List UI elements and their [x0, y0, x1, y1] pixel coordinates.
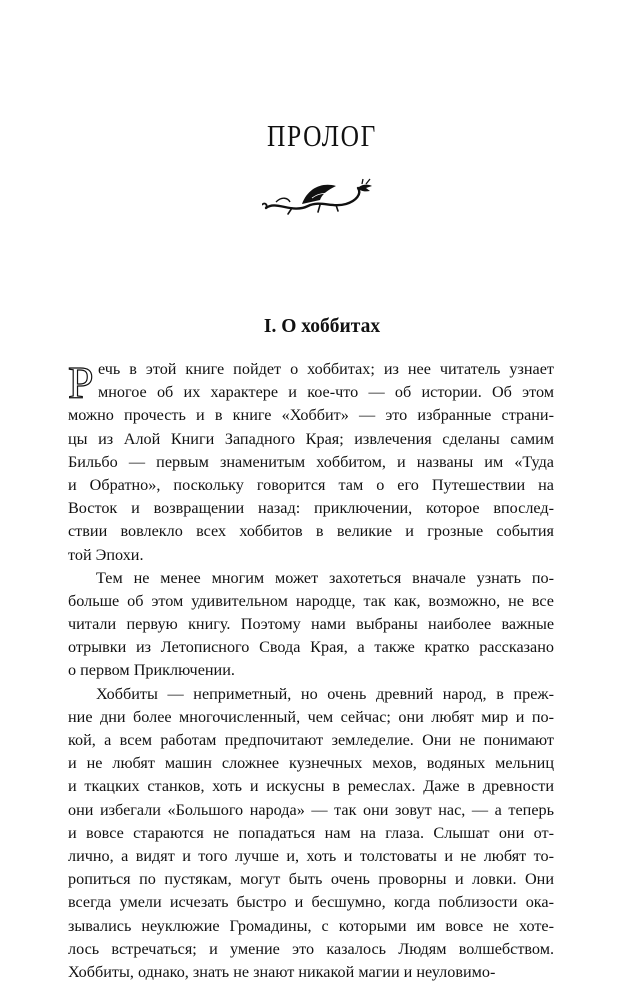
- text-line: зывались неуклюжие Громадины, с которыми им вовсе не хоте-: [68, 916, 554, 935]
- text-line: той Эпохи.: [68, 545, 144, 564]
- paragraph: [68, 683, 554, 984]
- text-line: Хоббиты — неприметный, но очень древний народ, в преж-: [96, 684, 554, 703]
- text-line: и ткацких станков, хоть и искусны в ремеслах. Даже в древности: [68, 777, 554, 796]
- text-line: Хоббиты, однако, знать не знают никакой магии и неуловимо-: [68, 962, 496, 981]
- text-line: ечь в этой книге пойдет о хоббитах; из нее читатель узнает: [98, 360, 554, 378]
- text-line: и не любят машин сложнее кузнечных мехов, водяных мельниц: [68, 754, 554, 773]
- body-text: [68, 358, 554, 984]
- drop-cap: Р: [68, 357, 94, 408]
- text-line: ропиться по пустякам, могут быть очень проворны и ловки. Они: [68, 870, 554, 889]
- paragraphs: [68, 358, 554, 984]
- text-line: лось встречаться; и умение это казалось Людям волшебством.: [68, 939, 554, 958]
- text-line: цы из Алой Книги Западного Края; извлечения сделаны самим: [68, 429, 554, 448]
- dragon-ornament-icon: [262, 178, 382, 218]
- paragraph: [68, 567, 554, 683]
- text-line: Бильбо — первым знаменитым хоббитом, и названы им «Туда: [68, 452, 554, 471]
- text-line: лично, а видят и того лучше и, хоть и толстоваты и не любят то-: [68, 846, 554, 865]
- text-line: о первом Приключении.: [68, 661, 235, 680]
- text-line: ние дни более многочисленный, чем сейчас; они любят мир и по-: [68, 707, 554, 726]
- text-line: многое об их характере и кое-что — об истории. Об этом: [98, 383, 554, 402]
- text-line: Восток и возвращении назад: приключении, которое впослед-: [68, 499, 554, 518]
- text-line: читали первую книгу. Поэтому нами выбраны наиболее важные: [68, 615, 554, 634]
- section-heading: I. О хоббитах: [263, 316, 381, 337]
- text-line: Тем не менее многим может захотеться вначале узнать по-: [96, 568, 554, 587]
- chapter-title: ПРОЛОГ: [266, 118, 378, 153]
- text-line: отрывки из Летописного Свода Края, а также кратко рассказано: [68, 638, 554, 657]
- text-line: кой, а всем работам предпочитают земледелие. Они не понимают: [68, 731, 554, 749]
- text-line: больше об этом удивительном народце, так как, возможно, не все: [68, 591, 554, 610]
- text-line: и вовсе стараются не попадаться нам на глаза. Слышат они от-: [68, 823, 554, 842]
- text-line: можно прочесть и в книге «Хоббит» — это избранные страни-: [68, 406, 554, 425]
- text-line: и Обратно», поскольку говорится там о его Путешествии на: [68, 475, 554, 494]
- paragraph: [68, 358, 554, 567]
- text-line: всегда умели исчезать быстро и бесшумно, когда поблизости ока-: [68, 893, 554, 912]
- text-line: ствии вовлекло всех хоббитов в великие и грозные события: [68, 522, 554, 541]
- text-line: они избегали «Большого народа» — так они зовут нас, — а теперь: [68, 800, 554, 819]
